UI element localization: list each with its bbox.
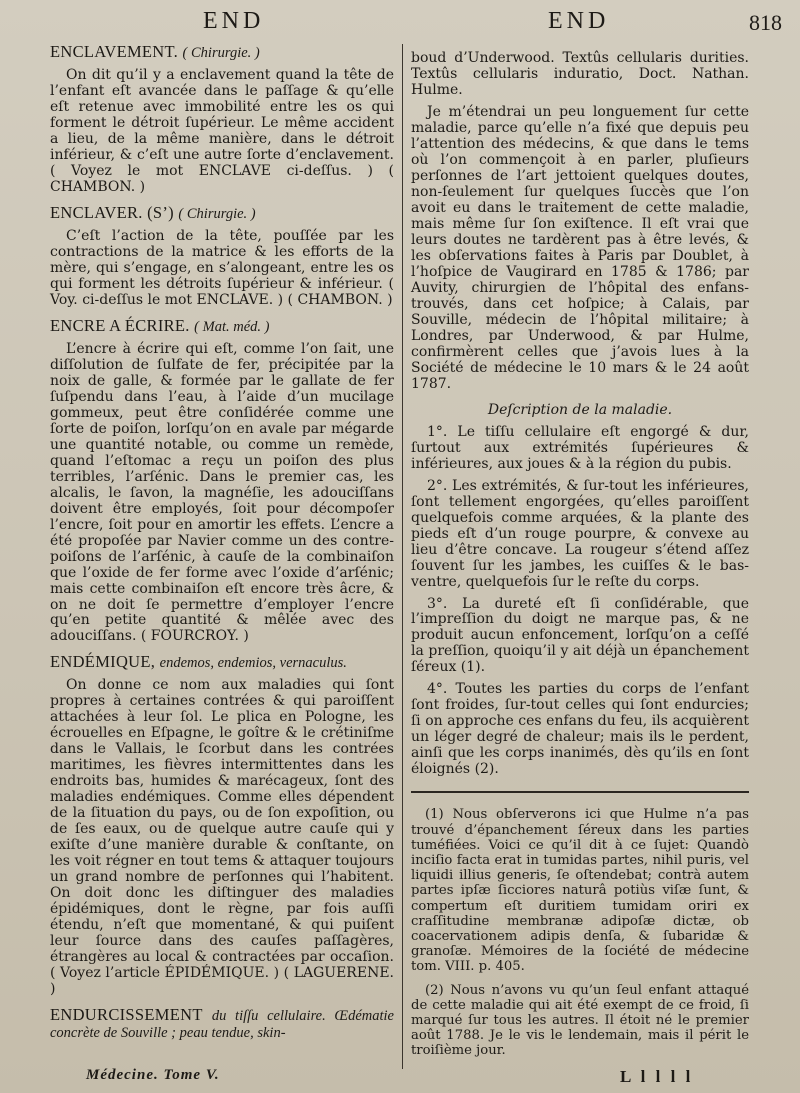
left-column	[50, 44, 394, 1041]
entry-title: ENCLAVER. (S’)	[50, 202, 174, 222]
paragraph: 4°. Toutes les parties du corps de l’enfant ſont froides, ſur-tout celles qui ſont endurcies; ſi on approche ces enfans du feu, ils acquièrent un léger degré de chaleur; mais ils le perdent, ainſi que les corps inanimés, dès qu’ils en ſont éloignés (2).	[411, 681, 749, 778]
entry-title: ENCRE A ÉCRIRE.	[50, 315, 190, 335]
paragraph: 3°. La dureté eſt ſi conſidérable, que l’impreſſion du doigt ne marque pas, & ne produit aucun enfoncement, lorſqu’on a ceſſé la preſſion, quoiqu’il y ait déjà un épanchement ſéreux (1).	[411, 595, 749, 676]
entry-heading	[50, 1007, 394, 1041]
page-number: 818	[749, 10, 782, 35]
paragraph: 1°. Le tiſſu cellulaire eſt engorgé & dur, ſurtout aux extrémités ſupérieures & inférieures, aux joues & à la région du pubis.	[411, 423, 749, 472]
footer-signature: Médecine. Tome V.	[86, 1067, 220, 1083]
entry-title: ENDÉMIQUE,	[50, 652, 156, 672]
entry-subtitle: endemos, endemios, vernaculus.	[159, 655, 347, 672]
paragraph: L’encre à écrire qui eſt, comme l’on ſait, une diſſolution de ſulfate de fer, précipitée par la noix de galle, & formée par le gallate de fer ſuſpendu dans l’eau, à l’aide d’un mucilage gommeux, peut être conſidérée comme une ſorte de poiſon, lorſqu’on en avale par mégarde une quantité notable, ou comme un remède, quand l’eſtomac a reçu un poiſon des plus terribles, l’arſénic. Dans le premier cas, les alcalis, le ſavon, la magnéſie, les adouciſſans doivent être employés, ſoit pour décompoſer l’encre, ſoit pour en amortir les effets. L’encre a été propoſée par Navier comme un des contre-poiſons de l’arſénic, à cauſe de la combinaiſon que l’oxide de fer forme avec l’oxide d’arſénic; mais cette combinaiſon eſt encore très âcre, & on ne doit ſe permettre d’employer l’encre qu’en petite quantité & mêlée avec des adouciſſans. ( FOURCROY. )	[50, 340, 394, 645]
entry-subtitle: ( Chirurgie. )	[182, 45, 260, 61]
entry-subtitle: du tiſſu cellulaire. Œdématie concrète de Souville ; peau tendue, skin-	[50, 1008, 394, 1042]
section-heading: Deſcription de la maladie.	[487, 401, 673, 418]
footnote: (1) Nous obſerverons ici que Hulme n’a pas trouvé d’épanchement ſéreux dans les parties tuméfiées. Voici ce qu’il dit à ce ſujet: Quandò inciſio facta erat in tumidas partes, nihil puris, vel liquidi illius generis, ſe oſtendebat; contrà autem partes ipſæ ſicciores naturâ potiùs viſæ ſunt, & compertum eſt duritiem tumidam oriri ex craſſitudine membranæ adipoſæ dictæ, ob coacervationem adipis denſa, & ſubaridæ & granoſæ. Mémoires de la ſociété de médecine tom. VIII. p. 405.	[411, 807, 749, 975]
paragraph: On dit qu’il y a enclavement quand la tête de l’enfant eſt avancée dans le paſſage & qu’elle eſt retenue avec immobilité entre les os qui forment le détroit ſupérieur. Le même accident a lieu, de la même manière, dans le détroit inférieur, & c’eſt une autre ſorte d’enclavement. ( Voyez le mot ENCLAVE ci-deſſus. ) ( CHAMBON. )	[50, 66, 394, 195]
entry-subtitle: ( Chirurgie. )	[178, 205, 256, 222]
running-head-right: END	[548, 8, 610, 34]
entry-heading	[50, 315, 394, 335]
running-head-left: END	[203, 8, 265, 34]
paragraph: boud d’Underwood. Textûs cellularis durities. Textûs cellularis induratio, Doct. Nathan. Hulme.	[411, 50, 749, 98]
paragraph: On donne ce nom aux maladies qui ſont propres à certaines contrées & qui paroiſſent attachées à leur ſol. Le plica en Pologne, les écrouelles en Eſpagne, le goître & le crétiniſme dans le Vallais, le ſcorbut dans les contrées maritimes, les fièvres intermittentes dans les endroits bas, humides & marécageux, ſont des maladies endémiques. Comme elles dépendent de la ſituation du pays, ou de ſon expoſition, ou de ſes eaux, ou de quelque autre cauſe qui y exiſte d’une manière durable & conſtante, on les voit régner en tout tems & attaquer toujours un grand nombre de perſonnes qui l’habitent. On doit donc les diſtinguer des maladies épidémiques, dont le règne, par fois auſſi étendu, n’eſt que momentané, & qui puiſent leur ſource dans des cauſes paſſagères, étrangères au local & contractées par occaſion. ( Voyez l’article ÉPIDÉMIQUE. ) ( LAGUERENE. )	[50, 677, 394, 998]
entry-subtitle: ( Mat. méd. )	[194, 318, 270, 335]
entry-title: ENDURCISSEMENT	[50, 1005, 203, 1025]
footer-sheet-mark: L l l l l	[620, 1067, 694, 1086]
entry-heading	[50, 202, 394, 222]
paragraph: Je m’étendrai un peu longuement ſur cette maladie, parce qu’elle n’a fixé que depuis peu l’attention des médecins, & que dans le tems où l’on commençoit à en parler, pluſieurs perſonnes de l’art jettoient quelques doutes, non-ſeulement ſur quelques ſuccès que l’on avoit eu dans le traitement de cette maladie, mais même ſur ſon exiſtence. Il eſt vrai que leurs doutes ne tardèrent pas à être levés, & les obſervations faites à Paris par Doublet, à l’hoſpice de Vaugirard en 1785 & 1786; par Auvity, chirurgien de l’hôpital des enfans-trouvés, dans cet hoſpice; à Calais, par Souville, médecin de l’hôpital militaire; à Londres, par Underwood, & par Hulme, confirmèrent celles que j’avois lues à la Société de médecine le 10 mars & le 24 août 1787.	[411, 103, 749, 392]
footnote-rule	[411, 791, 749, 793]
entry-heading	[50, 654, 394, 671]
column-divider	[402, 44, 403, 1069]
paragraph: C’eſt l’action de la tête, pouſſée par les contractions de la matrice & les efforts de la mère, qui s’engage, en s’alongeant, entre les os qui forment les détroits ſupérieur & inférieur. ( Voy. ci-deſſus le mot ENCLAVE. ) ( CHAMBON. )	[50, 227, 394, 308]
footnote: (2) Nous n’avons vu qu’un ſeul enfant attaqué de cette maladie qui ait été exempt de ce froid, ſi marqué ſur tous les autres. Il étoit né le premier août 1788. Je le vis le lendemain, mais il périt le troiſième jour.	[411, 982, 749, 1059]
entry-heading	[50, 44, 394, 61]
right-column	[411, 44, 749, 1059]
paragraph: 2°. Les extrémités, & ſur-tout les inférieures, ſont tellement engorgées, qu’elles paroiſſent quelquefois comme arquées, & la plante des pieds eſt d’un rouge pourpre, & convexe au lieu d’être concave. La rougeur s’étend aſſez ſouvent ſur les jambes, les cuiſſes & le bas-ventre, quelquefois ſur le reſte du corps.	[411, 477, 749, 590]
entry-title: ENCLAVEMENT.	[50, 42, 179, 61]
